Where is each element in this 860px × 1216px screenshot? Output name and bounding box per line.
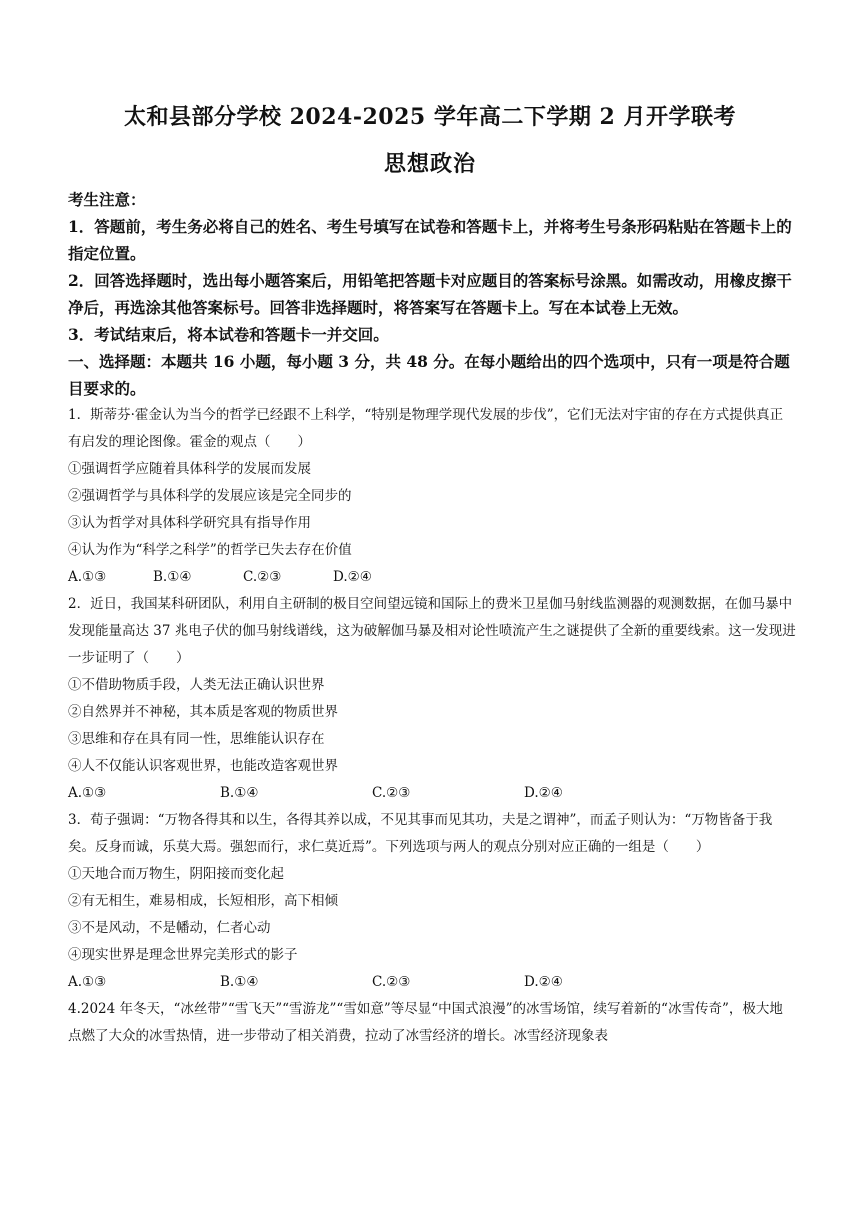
question-statement: ④认为作为“科学之科学”的哲学已失去存在价值: [68, 542, 352, 558]
option-a: A.①③: [68, 569, 107, 585]
exam-title: 太和县部分学校 2024-2025 学年高二下学期 2 月开学联考: [123, 104, 737, 130]
question-statement: ③不是风动，不是幡动，仁者心动: [68, 920, 271, 936]
option-c: C.②③: [243, 569, 282, 585]
question-2: [68, 591, 796, 807]
option-c: C.②③: [372, 785, 411, 801]
question-stem: 4.2024 年冬天，“冰丝带”“雪飞天”“雪游龙”“雪如意”等尽显“中国式浪漫”的冰雪场馆，续写着新的“冰雪传奇”，极大地点燃了大众的冰雪热情，进一步带动了相关消费，拉动了冰雪经济的增长。冰雪经济现象表: [68, 1001, 783, 1044]
question-1: [68, 402, 796, 591]
question-stem: 3．荀子强调：“万物各得其和以生，各得其养以成，不见其事而见其功，夫是之谓神”，而孟子则认为：“万物皆备于我矣。反身而诚，乐莫大焉。强恕而行，求仁莫近焉”。下列选项与两人的观点分别对应正确的一组是（ ）: [68, 812, 773, 855]
exam-content: [68, 186, 796, 1050]
question-statement: ②自然界并不神秘，其本质是客观的物质世界: [68, 704, 338, 720]
notice-item: 2．回答选择题时，选出每小题答案后，用铅笔把答题卡对应题目的答案标号涂黑。如需改动，用橡皮擦干净后，再选涂其他答案标号。回答非选择题时，将答案写在答题卡上。写在本试卷上无效。: [68, 271, 792, 317]
question-statement: ①不借助物质手段，人类无法正确认识世界: [68, 677, 325, 693]
option-d: D.②④: [524, 974, 563, 990]
option-d: D.②④: [524, 785, 563, 801]
question-stem: 2．近日，我国某科研团队，利用自主研制的极目空间望远镜和国际上的费米卫星伽马射线监测器的观测数据，在伽马暴中发现能量高达 37 兆电子伏的伽马射线谱线，这为破解伽马暴及相对论性喷流产生之谜提供了全新的重要线索。这一发现进一步证明了（ ）: [68, 596, 796, 666]
option-b: B.①④: [153, 569, 192, 585]
option-d: D.②④: [333, 569, 372, 585]
notice-item: 3．考试结束后，将本试卷和答题卡一并交回。: [68, 325, 389, 344]
question-4: [68, 996, 796, 1050]
option-a: A.①③: [68, 785, 107, 801]
question-statement: ④现实世界是理念世界完美形式的影子: [68, 947, 298, 963]
question-statement: ③思维和存在具有同一性，思维能认识存在: [68, 731, 325, 747]
question-3: [68, 807, 796, 996]
question-statement: ②强调哲学与具体科学的发展应该是完全同步的: [68, 488, 352, 504]
option-a: A.①③: [68, 974, 107, 990]
question-statement: ②有无相生，难易相成，长短相形，高下相倾: [68, 893, 338, 909]
question-statement: ①强调哲学应随着具体科学的发展而发展: [68, 461, 311, 477]
question-statement: ①天地合而万物生，阴阳接而变化起: [68, 866, 284, 882]
option-b: B.①④: [220, 974, 259, 990]
question-statement: ③认为哲学对具体科学研究具有指导作用: [68, 515, 311, 531]
answer-options: [68, 969, 796, 996]
option-b: B.①④: [220, 785, 259, 801]
exam-subject: 思想政治: [383, 151, 476, 177]
answer-options: [68, 564, 796, 591]
candidate-notice: [68, 186, 796, 348]
notice-heading: 考生注意：: [68, 190, 146, 209]
answer-options: [68, 780, 796, 807]
question-statement: ④人不仅能认识客观世界，也能改造客观世界: [68, 758, 338, 774]
notice-item: 1．答题前，考生务必将自己的姓名、考生号填写在试卷和答题卡上，并将考生号条形码粘贴在答题卡上的指定位置。: [68, 217, 792, 263]
section-heading: 一、选择题：本题共 16 小题，每小题 3 分，共 48 分。在每小题给出的四个选项中，只有一项是符合题目要求的。: [68, 352, 790, 398]
option-c: C.②③: [372, 974, 411, 990]
question-stem: 1．斯蒂芬·霍金认为当今的哲学已经跟不上科学，“特别是物理学现代发展的步伐”，它们无法对宇宙的存在方式提供真正有启发的理论图像。霍金的观点（ ）: [68, 407, 784, 450]
